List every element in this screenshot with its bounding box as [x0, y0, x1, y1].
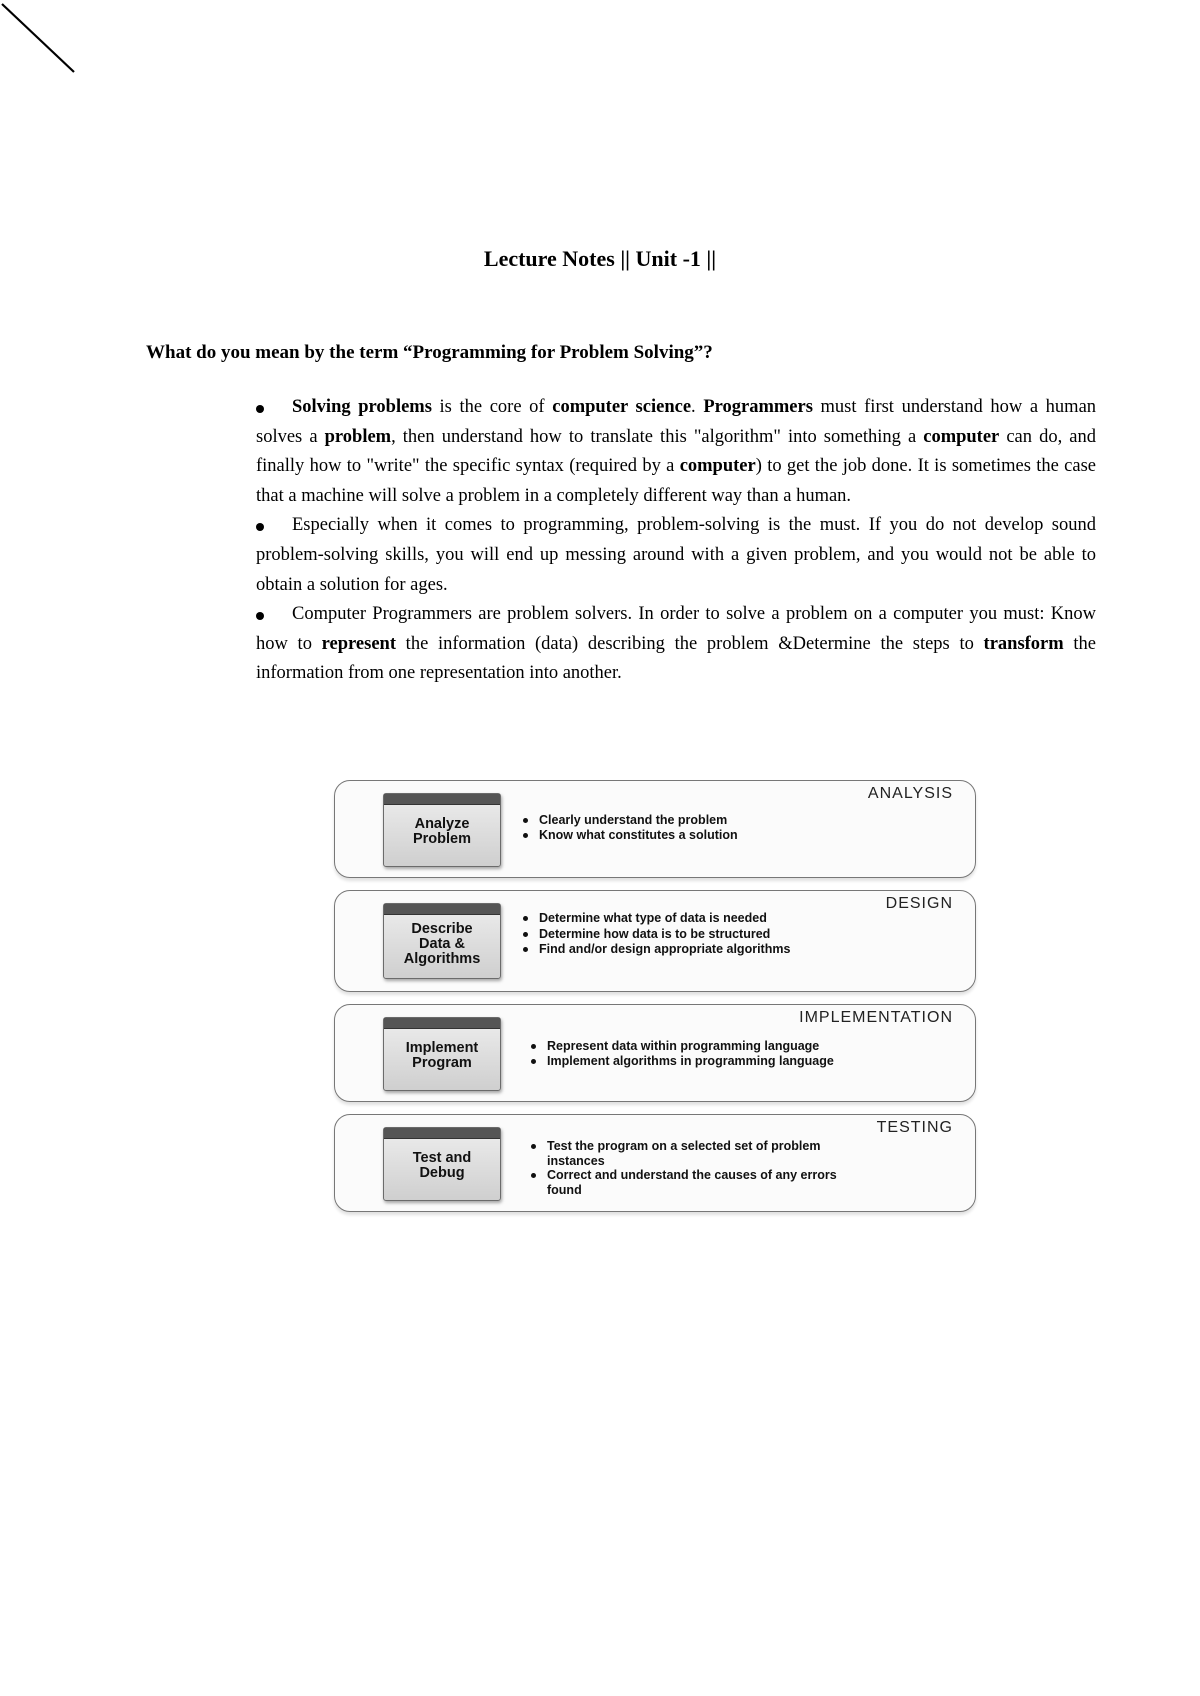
bold-term: Programmers — [703, 397, 813, 417]
bullet-dot-icon — [256, 405, 264, 413]
text-run: . — [691, 397, 704, 417]
bold-term: transform — [983, 633, 1064, 654]
bullet-item — [256, 393, 1096, 511]
stage-points — [521, 813, 738, 842]
text-run: the information from one representation into another. — [256, 633, 1096, 684]
bullet-text — [256, 515, 1096, 594]
step-box — [383, 1127, 501, 1201]
stage-point: Correct and understand the causes of any errors found — [529, 1168, 849, 1197]
stage-point: Know what constitutes a solution — [521, 828, 738, 843]
stage-analysis — [334, 780, 976, 878]
text-run: Computer Programmers are problem solvers. In order to solve a problem on a computer you must: Know how to — [256, 604, 1096, 654]
text-run: is the core of — [431, 397, 553, 417]
page-title: Lecture Notes || Unit -1 || — [483, 246, 717, 271]
bullet-item — [256, 511, 1096, 600]
stage-points — [529, 1039, 834, 1068]
step-box — [383, 903, 501, 979]
bold-term: represent — [321, 633, 396, 654]
text-run: can do, and finally how to "write" the specific syntax (required by a — [256, 426, 1096, 477]
stage-point: Determine what type of data is needed — [521, 911, 790, 927]
stage-label: DESIGN — [885, 895, 953, 912]
stage-points — [521, 911, 790, 958]
bullet-text — [256, 604, 1096, 683]
question-heading: What do you mean by the term “Programming for Problem Solving”? — [146, 342, 713, 363]
stage-testing — [334, 1114, 976, 1212]
stage-points — [529, 1139, 849, 1197]
stage-label: ANALYSIS — [867, 785, 953, 802]
step-label: Test and Debug — [412, 1150, 472, 1181]
step-label: Analyze Problem — [412, 816, 471, 847]
stage-label: IMPLEMENTATION — [799, 1009, 953, 1026]
bullet-dot-icon — [256, 523, 264, 531]
bold-term: Solving problems — [292, 397, 432, 417]
text-run: the information (data) describing the problem &Determine the steps to — [395, 633, 984, 654]
bullet-item — [256, 600, 1096, 689]
bold-term: problem — [324, 426, 392, 447]
text-run: ) to get the job done. It is sometimes the case that a machine will solve a problem in a completely different way than a human. — [256, 456, 1097, 506]
bullet-dot-icon — [256, 612, 264, 620]
stage-label: TESTING — [876, 1119, 953, 1136]
text-run: , then understand how to translate this "algorithm" into something a — [391, 426, 924, 447]
step-label: Describe Data & Algorithms — [403, 921, 481, 967]
stage-point: Clearly understand the problem — [521, 813, 738, 828]
text-run: must first understand how a human solves a — [256, 397, 1097, 447]
stage-point: Test the program on a selected set of problem instances — [529, 1139, 849, 1168]
step-label: Implement Program — [405, 1040, 479, 1071]
bold-term: computer science — [552, 397, 692, 417]
step-box — [383, 793, 501, 867]
bullet-list — [256, 393, 1096, 689]
problem-solving-diagram — [334, 780, 976, 1224]
bold-term: computer — [923, 426, 1000, 447]
stage-point: Represent data within programming language — [529, 1039, 834, 1054]
corner-fold-mark — [0, 0, 80, 80]
text-run: Especially when it comes to programming, problem-solving is the must. If you do not develop sound problem-solving skills, you will end up messing around with a given problem, and you would not be able to obtain a solution for ages. — [256, 515, 1096, 595]
stage-implementation — [334, 1004, 976, 1102]
stage-point: Determine how data is to be structured — [521, 927, 790, 943]
stage-point: Find and/or design appropriate algorithms — [521, 942, 790, 958]
bullet-text — [256, 397, 1096, 506]
stage-design — [334, 890, 976, 992]
bold-term: computer — [679, 456, 756, 477]
stage-point: Implement algorithms in programming language — [529, 1054, 834, 1069]
step-box — [383, 1017, 501, 1091]
